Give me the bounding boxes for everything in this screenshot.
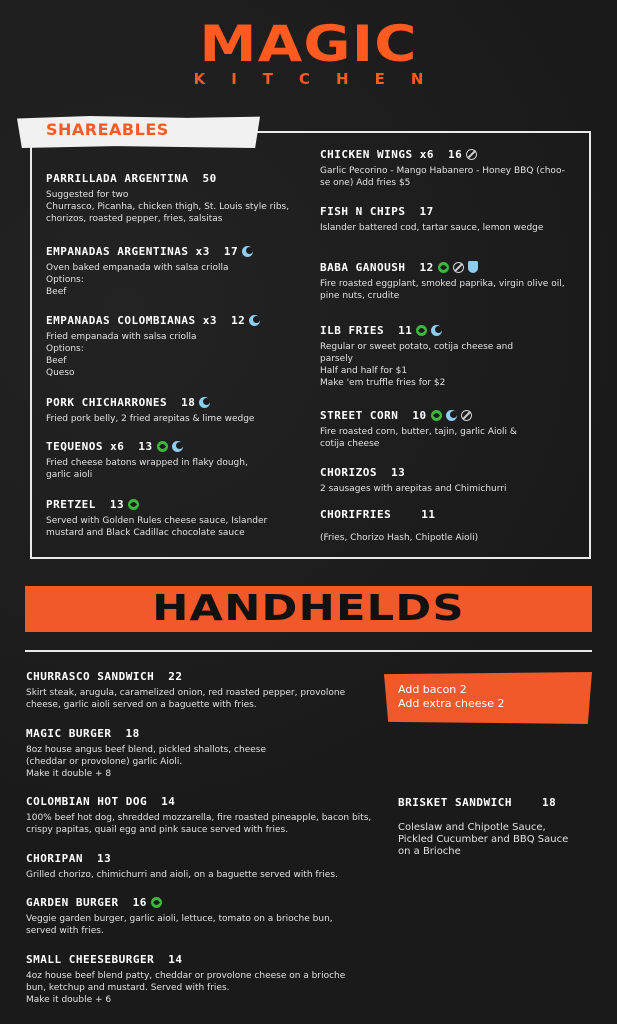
addon-line: Add extra cheese 2 (398, 697, 505, 710)
leaf-icon (416, 325, 427, 336)
moon-icon (446, 410, 457, 421)
item-description: Skirt steak, arugula, caramelized onion, red roasted pepper, provolone cheese, garlic aioli served on a baguette with fries. (26, 688, 346, 710)
item-price: 16 (447, 148, 463, 161)
leaf-icon (431, 410, 442, 421)
item-price: 18 (181, 396, 196, 409)
item-price: 18 (541, 796, 557, 809)
item-description: Fire roasted eggplant, smoked paprika, virgin olive oil, pine nuts, crudite (320, 279, 565, 301)
item-name: CHORIPAN (26, 852, 83, 865)
menu-item (26, 852, 338, 881)
handhelds-title: HANDHELDS (152, 588, 465, 629)
logo-subtitle: KITCHEN (193, 70, 450, 88)
menu-item (320, 409, 517, 450)
item-price: 13 (96, 852, 112, 865)
item-name: TEQUENOS x6 (46, 440, 125, 453)
item-price: 13 (138, 440, 153, 453)
item-name: CHURRASCO SANDWICH (26, 670, 155, 683)
item-description: Fire roasted corn, butter, tajin, garlic Aioli & cotija cheese (320, 427, 517, 449)
menu-item (320, 466, 506, 495)
item-price: 22 (168, 670, 183, 683)
no-gluten-icon (461, 410, 472, 421)
item-name: FISH N CHIPS (320, 205, 406, 218)
item-description: Islander battered cod, tartar sauce, lemon wedge (320, 223, 544, 233)
item-description: Garlic Pecorino - Mango Habanero - Honey BBQ (choo- se one) Add fries $5 (320, 166, 565, 188)
item-name: CHICKEN WINGS x6 (320, 148, 434, 161)
moon-icon (199, 397, 210, 408)
no-gluten-icon (466, 149, 477, 160)
menu-item (320, 148, 565, 189)
menu-item (26, 896, 333, 937)
addon-line: Add bacon 2 (398, 683, 467, 696)
item-description: Fried empanada with salsa criolla Options: Beef Queso (46, 332, 197, 378)
item-description: 4oz house beef blend patty, cheddar or provolone cheese on a brioche bun, ketchup and mustard. Served with fries. Make it double + 6 (26, 971, 346, 1005)
leaf-icon (128, 499, 139, 510)
item-name: BABA GANOUSH (320, 261, 406, 274)
item-price: 11 (398, 324, 413, 337)
item-name: STREET CORN (320, 409, 399, 422)
item-description: 100% beef hot dog, shredded mozzarella, fire roasted pineapple, bacon bits, crispy papitas, quail egg and pink sauce served with fries. (26, 813, 372, 835)
item-price: 13 (390, 466, 406, 479)
item-price: 17 (419, 205, 434, 218)
item-description: Fried cheese batons wrapped in flaky dough, garlic aioli (46, 458, 248, 480)
item-price: 14 (168, 953, 183, 966)
menu-item (46, 314, 260, 379)
item-name: CHORIFRIES (320, 508, 392, 521)
item-name: BRISKET SANDWICH (398, 796, 512, 809)
item-name: PRETZEL (46, 498, 96, 511)
menu-item (320, 205, 543, 234)
item-price: 14 (161, 795, 176, 808)
item-price: 18 (125, 727, 140, 740)
divider (25, 650, 592, 652)
leaf-icon (151, 897, 162, 908)
leaf-icon (438, 262, 449, 273)
item-description: Served with Golden Rules cheese sauce, Islander mustard and Black Cadillac chocolate sauce (46, 516, 268, 538)
item-price: 13 (109, 498, 125, 511)
item-description: Veggie garden burger, garlic aioli, lettuce, tomato on a brioche bun, served with fries. (26, 914, 333, 936)
shield-icon (468, 261, 478, 273)
menu-item (320, 324, 513, 389)
item-price: 12 (419, 261, 434, 274)
menu-item (46, 498, 267, 539)
menu-item (26, 795, 371, 836)
item-name: PARRILLADA ARGENTINA (46, 172, 189, 185)
item-name: SMALL CHEESEBURGER (26, 953, 155, 966)
logo-title: MAGIC (199, 15, 418, 73)
item-price: 10 (412, 409, 427, 422)
menu-item (46, 172, 289, 225)
menu-item (46, 396, 254, 425)
item-name: GARDEN BURGER (26, 896, 119, 909)
menu-item (26, 727, 266, 780)
item-name: CHORIZOS (320, 466, 377, 479)
item-name: EMPANADAS ARGENTINAS x3 (46, 245, 210, 258)
menu-item (320, 261, 565, 302)
menu-item (46, 245, 253, 298)
item-name: COLOMBIAN HOT DOG (26, 795, 148, 808)
leaf-icon (157, 441, 168, 452)
item-name: EMPANADAS COLOMBIANAS x3 (46, 314, 217, 327)
item-price: 17 (223, 245, 239, 258)
moon-icon (242, 246, 253, 257)
item-price: 16 (132, 896, 147, 909)
addon-list (398, 683, 505, 711)
item-name: PORK CHICHARRONES (46, 396, 168, 409)
item-description: Grilled chorizo, chimichurri and aioli, on a baguette served with fries. (26, 870, 338, 880)
item-description: 8oz house angus beef blend, pickled shallots, cheese (cheddar or provolone) garlic Aioli. Make it double + 8 (26, 745, 267, 779)
item-description: 2 sausages with arepitas and Chimichurri (320, 484, 507, 494)
item-description: Suggested for two Churrasco, Picanha, chicken thigh, St. Louis style ribs, chorizos, roasted pepper, fries, salsitas (46, 190, 290, 224)
item-price: 12 (230, 314, 246, 327)
item-name: MAGIC BURGER (26, 727, 112, 740)
shareables-title: SHAREABLES (46, 120, 169, 139)
no-gluten-icon (453, 262, 464, 273)
menu-item (26, 953, 345, 1006)
menu-item (398, 796, 568, 858)
item-description: Oven baked empanada with salsa criolla Options: Beef (46, 263, 229, 297)
item-description: Regular or sweet potato, cotija cheese and parsely Half and half for $1 Make 'em truffle fries for $2 (320, 342, 514, 388)
moon-icon (249, 315, 260, 326)
item-price: 11 (421, 508, 436, 521)
item-description: Fried pork belly, 2 fried arepitas & lime wedge (46, 414, 255, 424)
menu-item (26, 670, 345, 711)
menu-item (46, 440, 248, 481)
item-description: Coleslaw and Chipotle Sauce, Pickled Cucumber and BBQ Sauce on a Brioche (398, 822, 569, 857)
menu-item (320, 508, 478, 544)
moon-icon (172, 441, 183, 452)
item-price: 50 (202, 172, 217, 185)
moon-icon (431, 325, 442, 336)
item-name: ILB FRIES (320, 324, 385, 337)
item-description: (Fries, Chorizo Hash, Chipotle Aioli) (320, 533, 479, 543)
